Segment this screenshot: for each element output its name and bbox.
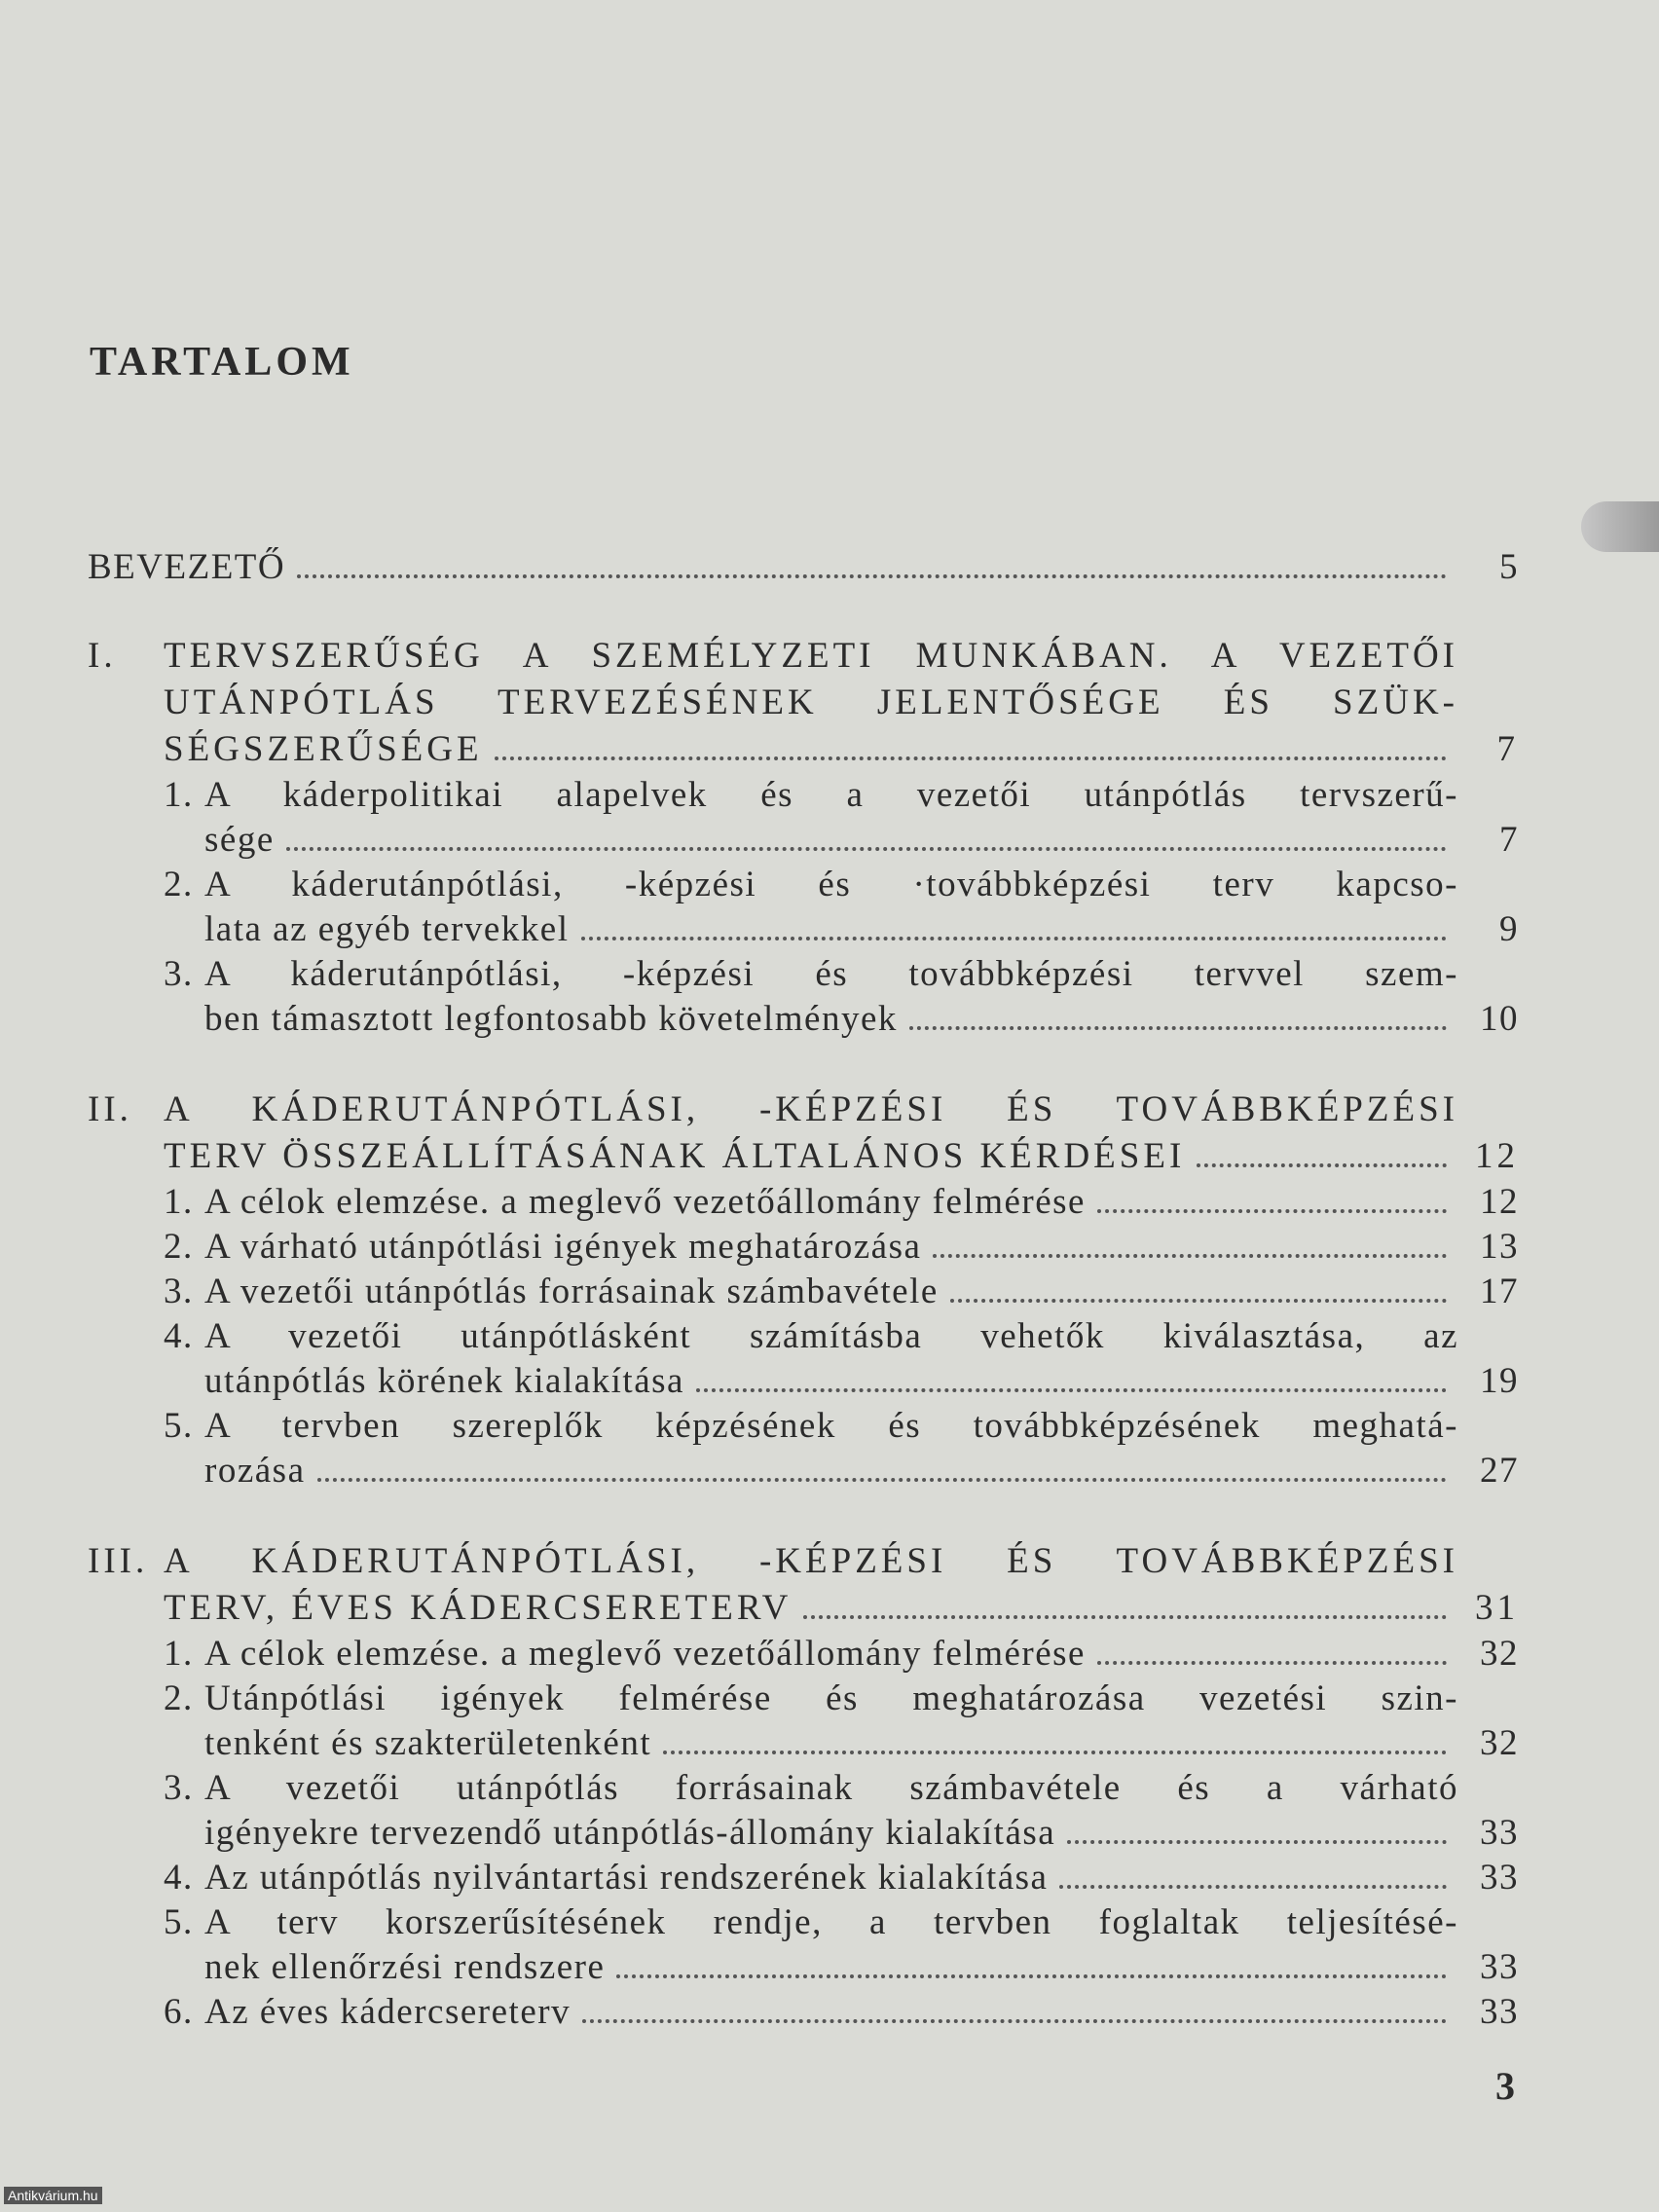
subentry-text: A várható utánpótlási igények meghatározása xyxy=(204,1227,922,1267)
subentry-number: 4. xyxy=(164,1858,194,1898)
subentry-number: 5. xyxy=(164,1406,194,1446)
leader-dots xyxy=(1197,1163,1447,1167)
toc-page-number: 33 xyxy=(1480,1992,1519,2032)
toc-page-number: 12 xyxy=(1480,1182,1519,1222)
chapter-title-line xyxy=(164,1133,1519,1180)
subentry-body xyxy=(204,1270,1519,1314)
toc-subentry[interactable] xyxy=(164,1856,1519,1900)
table-of-contents xyxy=(88,545,1519,2080)
toc-subentry[interactable] xyxy=(164,1404,1519,1493)
subentry-number: 4. xyxy=(164,1316,194,1356)
subentry-text: sége xyxy=(204,820,275,860)
toc-page-number: 32 xyxy=(1480,1723,1519,1763)
subentry-body xyxy=(204,1632,1519,1677)
chapter-title-text: TERV, ÉVES KÁDERCSERETERV xyxy=(164,1588,793,1628)
subentry-body xyxy=(204,863,1519,952)
subentry-line xyxy=(204,907,1519,952)
leader-dots xyxy=(803,1615,1447,1619)
chapter-title xyxy=(164,1087,1519,1180)
toc-subentry[interactable] xyxy=(164,1766,1519,1856)
subentry-body xyxy=(204,1856,1519,1900)
leader-dots xyxy=(581,937,1448,940)
chapter-title-line: A KÁDERUTÁNPÓTLÁSI, -KÉPZÉSI ÉS TOVÁBBKÉPZÉSI xyxy=(164,1541,1458,1581)
watermark: Antikvárium.hu xyxy=(4,2187,102,2204)
subentry-body xyxy=(204,1990,1519,2035)
subentry-text: igényekre tervezendő utánpótlás-állomány kialakítása xyxy=(204,1813,1056,1853)
subentry-line: A vezetői utánpótlás forrásainak számbavétele és a várható xyxy=(204,1768,1458,1808)
leader-dots xyxy=(616,1974,1447,1978)
toc-page-number: 33 xyxy=(1480,1947,1519,1987)
subentry-text: nek ellenőrzési rendszere xyxy=(204,1947,606,1987)
subentry-line xyxy=(204,1945,1519,1990)
chapter-heading[interactable] xyxy=(88,633,1519,773)
toc-page-number: 10 xyxy=(1480,999,1519,1039)
chapter-title-line xyxy=(164,1585,1519,1632)
toc-page-number: 13 xyxy=(1480,1227,1519,1267)
toc-page-number: 17 xyxy=(1480,1272,1519,1311)
subentry-body xyxy=(204,773,1519,863)
toc-subentry[interactable] xyxy=(164,1632,1519,1677)
toc-subentry[interactable] xyxy=(164,863,1519,952)
chapter-title-text: TERV ÖSSZEÁLLÍTÁSÁNAK ÁLTALÁNOS KÉRDÉSEI xyxy=(164,1136,1186,1176)
toc-page-number: 33 xyxy=(1480,1858,1519,1898)
page-number: 3 xyxy=(1495,2064,1515,2108)
subentry-body xyxy=(204,1404,1519,1493)
toc-page-number: 5 xyxy=(1499,547,1519,587)
subentry-line xyxy=(204,1990,1519,2035)
toc-subentry[interactable] xyxy=(164,1677,1519,1766)
chapter-title-line: A KÁDERUTÁNPÓTLÁSI, -KÉPZÉSI ÉS TOVÁBBKÉPZÉSI xyxy=(164,1089,1458,1129)
subentry-line xyxy=(204,997,1519,1042)
toc-subentry[interactable] xyxy=(164,1990,1519,2035)
leader-dots xyxy=(663,1751,1447,1754)
subentry-text: A célok elemzése. a meglevő vezetőállomány felmérése xyxy=(204,1634,1086,1674)
toc-subentry[interactable] xyxy=(164,1180,1519,1225)
leader-dots xyxy=(1097,1661,1447,1665)
subentry-text: Az éves kádercsereterv xyxy=(204,1992,571,2032)
leader-dots xyxy=(317,1478,1448,1482)
subentry-body xyxy=(204,952,1519,1042)
subentry-line: A káderutánpótlási, -képzési és továbbképzési tervvel szem- xyxy=(204,954,1458,994)
toc-chapter-1 xyxy=(88,633,1519,1042)
leader-dots xyxy=(696,1388,1447,1392)
leader-dots xyxy=(1059,1885,1447,1889)
leader-dots xyxy=(582,2019,1447,2023)
chapter-heading[interactable] xyxy=(88,1538,1519,1632)
leader-dots xyxy=(1067,1840,1447,1844)
subentry-number: 1. xyxy=(164,775,194,815)
toc-subentry[interactable] xyxy=(164,1314,1519,1404)
chapter-number: I. xyxy=(88,636,117,676)
subentry-body xyxy=(204,1180,1519,1225)
subentry-text: tenként és szakterületenként xyxy=(204,1723,652,1763)
toc-chapter-3 xyxy=(88,1538,1519,2035)
subentry-line xyxy=(204,1811,1519,1856)
subentry-number: 2. xyxy=(164,1227,194,1267)
toc-page-number: 7 xyxy=(1496,729,1519,769)
subentry-number: 1. xyxy=(164,1182,194,1222)
subentry-text: A vezetői utánpótlás forrásainak számbavétele xyxy=(204,1272,939,1311)
toc-page-number: 19 xyxy=(1480,1361,1519,1401)
subentry-body xyxy=(204,1314,1519,1404)
chapter-title xyxy=(164,633,1519,773)
subentry-line xyxy=(204,1359,1519,1404)
subentry-body xyxy=(204,1900,1519,1990)
subentry-text: rozása xyxy=(204,1451,306,1491)
subentry-line xyxy=(204,1180,1519,1225)
leader-dots xyxy=(495,756,1447,760)
subentry-line: Utánpótlási igények felmérése és meghatározása vezetési szin- xyxy=(204,1678,1458,1718)
chapter-title xyxy=(164,1538,1519,1632)
subentry-line: A káderutánpótlási, -képzési és ·továbbképzési terv kapcso- xyxy=(204,865,1458,904)
toc-page-number: 27 xyxy=(1480,1451,1519,1491)
toc-subentry[interactable] xyxy=(164,952,1519,1042)
subentry-line xyxy=(204,818,1519,863)
page-tab-marker xyxy=(1581,501,1659,552)
toc-subentry[interactable] xyxy=(164,1900,1519,1990)
leader-dots xyxy=(933,1254,1447,1258)
chapter-heading[interactable] xyxy=(88,1087,1519,1180)
subentry-line: A tervben szereplők képzésének és továbbképzésének meghatá- xyxy=(204,1406,1458,1446)
chapter-title-line: TERVSZERŰSÉG A SZEMÉLYZETI MUNKÁBAN. A VEZETŐI xyxy=(164,636,1458,676)
chapter-number: II. xyxy=(88,1089,132,1129)
subentry-body xyxy=(204,1766,1519,1856)
toc-subentry[interactable] xyxy=(164,1225,1519,1270)
toc-subentry[interactable] xyxy=(164,1270,1519,1314)
subentry-body xyxy=(204,1677,1519,1766)
subentry-number: 1. xyxy=(164,1634,194,1674)
subentry-line: A terv korszerűsítésének rendje, a tervben foglaltak teljesítésé- xyxy=(204,1902,1458,1942)
subentry-line: A káderpolitikai alapelvek és a vezetői utánpótlás tervszerű- xyxy=(204,775,1458,815)
toc-chapter-2 xyxy=(88,1087,1519,1493)
leader-dots xyxy=(950,1299,1447,1303)
leader-dots xyxy=(297,574,1447,578)
subentry-number: 2. xyxy=(164,1678,194,1718)
page-title: TARTALOM xyxy=(90,340,354,385)
toc-page-number: 32 xyxy=(1480,1634,1519,1674)
subentry-line xyxy=(204,1449,1519,1493)
subentry-text: lata az egyéb tervekkel xyxy=(204,909,570,949)
leader-dots xyxy=(909,1026,1447,1030)
toc-page-number: 7 xyxy=(1499,820,1519,860)
subentry-line xyxy=(204,1270,1519,1314)
subentry-text: Az utánpótlás nyilvántartási rendszerének kialakítása xyxy=(204,1858,1049,1898)
subentry-number: 3. xyxy=(164,1272,194,1311)
toc-page-number: 31 xyxy=(1475,1588,1519,1628)
subentry-number: 2. xyxy=(164,865,194,904)
subentry-line xyxy=(204,1632,1519,1677)
subentry-number: 6. xyxy=(164,1992,194,2032)
subentry-number: 3. xyxy=(164,1768,194,1808)
chapter-title-text: SÉGSZERŰSÉGE xyxy=(164,729,483,769)
subentry-line: A vezetői utánpótlásként számításba vehetők kiválasztása, az xyxy=(204,1316,1458,1356)
subentry-text: A célok elemzése. a meglevő vezetőállomány felmérése xyxy=(204,1182,1086,1222)
chapter-title-line: UTÁNPÓTLÁS TERVEZÉSÉNEK JELENTŐSÉGE ÉS SZÜK- xyxy=(164,682,1458,722)
subentry-line xyxy=(204,1721,1519,1766)
toc-entry-text: BEVEZETŐ xyxy=(88,547,286,587)
subentry-text: ben támasztott legfontosabb követelmények xyxy=(204,999,898,1039)
toc-entry-intro[interactable] xyxy=(88,545,1519,590)
toc-page-number: 9 xyxy=(1499,909,1519,949)
subentry-body xyxy=(204,1225,1519,1270)
chapter-title-line xyxy=(164,726,1519,773)
subentry-text: utánpótlás körének kialakítása xyxy=(204,1361,684,1401)
chapter-number: III. xyxy=(88,1541,149,1581)
subentry-line xyxy=(204,1225,1519,1270)
subentry-number: 5. xyxy=(164,1902,194,1942)
toc-subentry[interactable] xyxy=(164,773,1519,863)
subentry-number: 3. xyxy=(164,954,194,994)
toc-page-number: 33 xyxy=(1480,1813,1519,1853)
leader-dots xyxy=(286,847,1447,851)
toc-page-number: 12 xyxy=(1475,1136,1519,1176)
subentry-line xyxy=(204,1856,1519,1900)
leader-dots xyxy=(1097,1209,1447,1213)
